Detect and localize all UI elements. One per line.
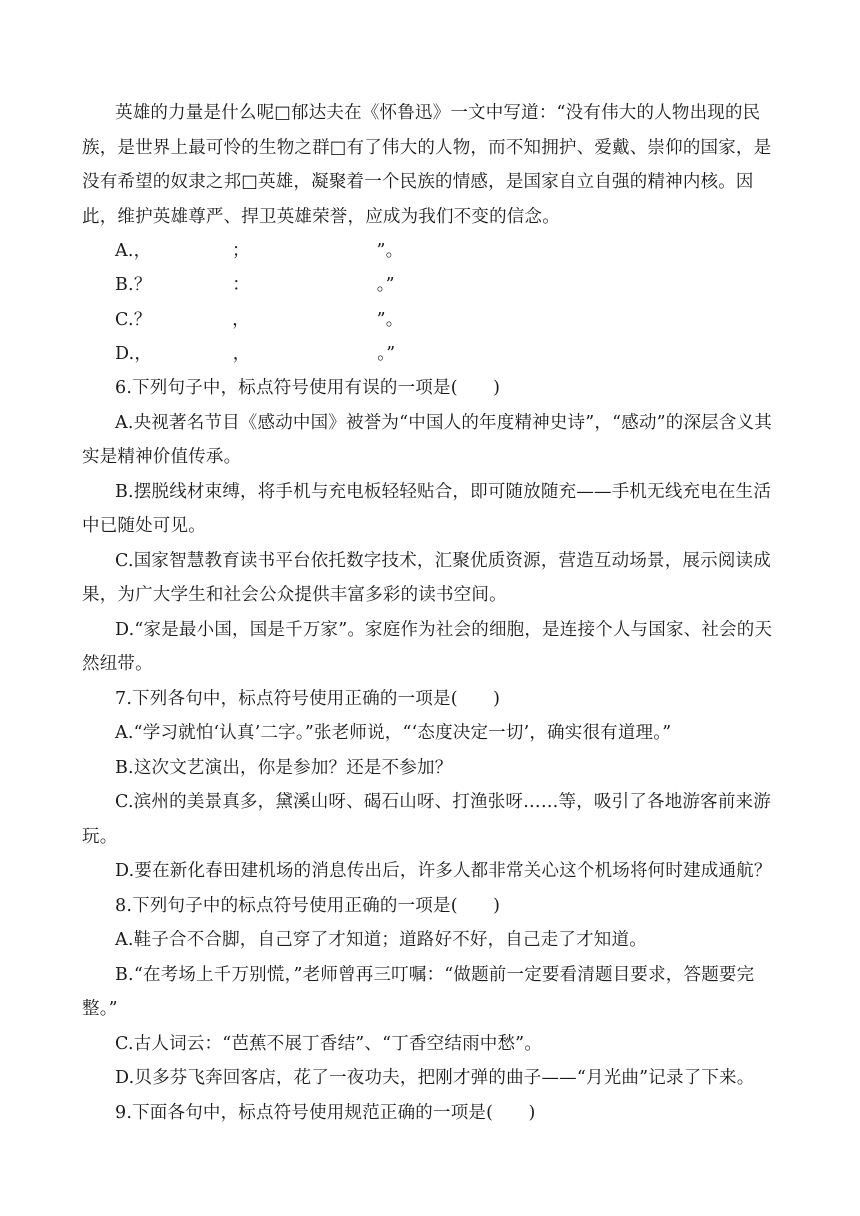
q6-option-b: B.摆脱线材束缚，将手机与充电板轻轻贴合，即可随放随充——手机无线充电在生活中已随处可见。 [82, 481, 772, 537]
document-page [82, 96, 778, 1130]
q8-option-d: D.贝多芬飞奔回客店，花了一夜功夫，把刚才弹的曲子——“月光曲”记录了下来。 [115, 1068, 755, 1089]
q6-stem: 6.下列句子中，标点符号使用有误的一项是( ) [115, 378, 501, 399]
q8-option-a: A.鞋子合不合脚，自己穿了才知道；道路好不好，自己走了才知道。 [115, 930, 647, 951]
q7-option-c: C.滨州的美景真多，黛溪山呀、碣石山呀、打渔张呀……等，吸引了各地游客前来游玩。 [82, 792, 771, 847]
q7-option-d: D.要在新化春田建机场的消息传出后，许多人都非常关心这个机场将何时建成通航？ [115, 861, 772, 882]
q7-option-a: A.“学习就怕‘认真’二字。”张老师说，“‘态度决定一切’，确实很有道理。” [115, 723, 672, 744]
q6-option-a: A.央视著名节目《感动中国》被誉为“中国人的年度精神史诗”，“感动”的深层含义其实是精神价值传承。 [82, 412, 772, 468]
q8-option-b: B.“在考场上千万别慌，”老师曾再三叮嘱：“做题前一定要看清题目要求，答题要完整。” [82, 964, 755, 1020]
q6-option-d: D.“家是最小国，国是千万家”。家庭作为社会的细胞，是连接个人与国家、社会的天然纽带。 [82, 619, 773, 675]
q5-option-a: A.， ； ”。 [115, 241, 404, 261]
q8-stem: 8.下列句子中的标点符号使用正确的一项是( ) [115, 895, 501, 916]
q7-option-b: B.这次文艺演出，你是参加？还是不参加？ [115, 757, 453, 778]
q9-stem: 9.下面各句中，标点符号使用规范正确的一项是( ) [115, 1102, 536, 1123]
q5-options [82, 234, 778, 371]
q5-option-c: C.？ ， ”。 [115, 309, 404, 330]
q8-option-c: C.古人词云：“芭蕉不展丁香结”、“丁香空结雨中愁”。 [115, 1033, 543, 1054]
q5-option-d: D.， ， 。” [115, 343, 396, 364]
passage-paragraph: 英雄的力量是什么呢□郁达夫在《怀鲁迅》一文中写道：“没有伟大的人物出现的民族，是世界上最可怜的生物之群□有了伟大的人物，而不知拥护、爱戴、崇仰的国家，是没有希望的奴隶之邦□英雄，凝聚着一个民族的情感，是国家自立自强的精神内核。因此，维护英雄尊严、捍卫英雄荣誉，应成为我们不变的信念。 [82, 103, 772, 227]
q6-option-c: C.国家智慧教育读书平台依托数字技术，汇聚优质资源，营造互动场景，展示阅读成果，为广大学生和社会公众提供丰富多彩的读书空间。 [82, 550, 771, 606]
q7-stem: 7.下列各句中，标点符号使用正确的一项是( ) [115, 688, 501, 709]
q5-option-b: B.？ ： 。” [115, 275, 395, 296]
